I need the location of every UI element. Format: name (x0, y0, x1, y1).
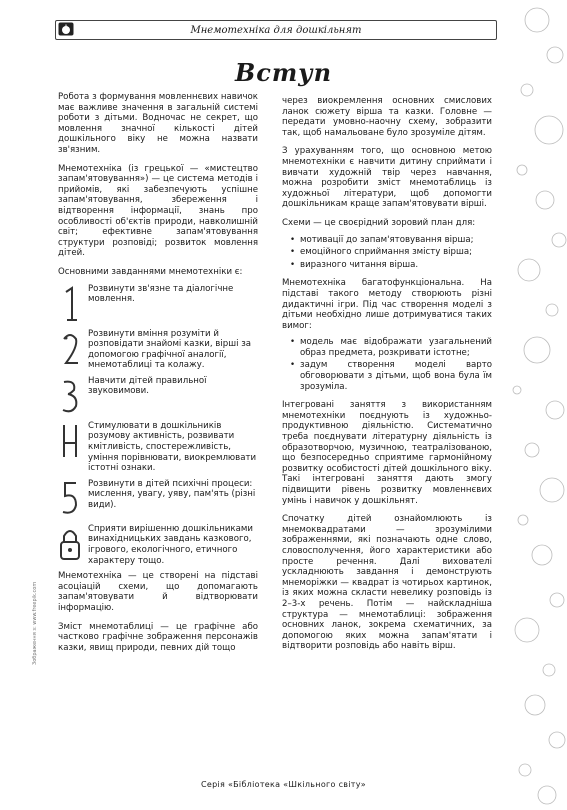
paragraph: Основними завданнями мнемотехніки є: (58, 266, 243, 277)
list-item: • виразного читання вірша. (292, 260, 492, 271)
list-item: • задум створення моделі варто обговорювати з дітьми, щоб вона була їм зрозуміла. (292, 360, 492, 392)
number-two-swan-icon (58, 329, 82, 369)
right-column (282, 96, 492, 660)
paragraph: Мнемотехніка багатофункціональна. На підставі такого методу створюють різні дидактичні ігри. Під час створення моделі з дітьми необхідно лише дотримуватися таких вимог: (282, 278, 492, 331)
number-five-icon (58, 479, 82, 519)
list-item (58, 421, 258, 474)
list-item: • мотивації до запам'ятовування вірша; (292, 235, 492, 246)
paragraph: Спочатку дітей ознайомлюють із мнемоквадратами — зрозумілими зображеннями, які позначають одне слово, словосполучення, його характеристики або просте речення. Далі вихователі ускладнюють завдання і демонструють мнеморіжки — квадрат із чотирьох картинок, із яких можна скласти невелику розповідь із 2–3-х речень. Потім — найскладніша структура — мнемотаблиці: зображення основних ланок, зокрема схематичних, за допомогою яких можна запам'ятати і відтворити розповідь або навіть вірш. (282, 514, 492, 652)
task-text: Сприяти вирішенню дошкільниками винахідницьких завдань казкового, ігрового, екологічного, етичного характеру тощо. (88, 523, 253, 566)
paragraph: Інтегровані заняття з використанням мнемотехніки поєднують із художньо-продуктивною діяльністю. Систематично треба поєднувати літературну діяльність із образотворчою, музичною, театралізованою, що безпосередньо сприятиме гармонійному розвитку особистості дітей дошкільного віку. Такі інтегровані заняття дають змогу підвищити рівень розвитку мовленнєвих умінь і навичок у дошкільнят. (282, 400, 492, 506)
list-item (58, 479, 258, 519)
paragraph: Робота з формування мовленнєвих навичок має важливе значення в загальній системі роботи з дітьми. Водночас не секрет, що мовлення значної кількості дітей дошкільного віку не можна назвати зв'язним. (58, 92, 258, 155)
paragraph: Схеми — це своєрідний зоровий план для: (282, 217, 476, 228)
paragraph: Мнемотехніка (із грецької — «мистецтво запам'ятовування») — це система методів і прийомів, які забезпечують успішне запам'ятовування, збереження і відтворення інформації, знань про особливості об'єктів природи, навколишній світ; ефективне запам'ятовування структури розповіді; розвиток мовлення дітей. (58, 163, 258, 259)
header-title: Мнемотехніка для дошкільнят (190, 24, 362, 36)
list-item (58, 524, 258, 566)
apple-logo-icon (58, 22, 74, 36)
image-credit: Зображення з: www.freepik.com (32, 581, 38, 665)
list-item (58, 284, 258, 324)
paragraph: З урахуванням того, що основною метою мнемотехніки є навчити дитину сприймати і вивчати художній твір через навчання, можна розробити зміст мнемотаблиць із художньої літератури, щоб допомогти дошкільникам краще запам'ятовувати вірші. (282, 146, 492, 210)
number-four-chair-icon (58, 421, 82, 461)
task-text: Розвинути зв'язне та діалогічне мовлення. (88, 283, 234, 305)
padlock-icon (58, 524, 82, 564)
paragraph: через виокремлення основних смислових ланок сюжету вірша та казки. Головне — передати умовно-наочну схему, зобразити так, щоб намальоване було зрозуміле дітям. (282, 96, 492, 138)
number-three-icon (58, 376, 82, 416)
task-list (58, 284, 258, 567)
bullet-list (282, 235, 492, 271)
number-one-icon (58, 284, 82, 324)
bubbles-decoration (497, 0, 567, 810)
task-text: Розвинути в дітей психічні процеси: мислення, увагу, уяву, пам'ять (різні види). (88, 478, 256, 511)
list-item (58, 329, 258, 371)
page-title: Вступ (234, 58, 333, 87)
page-footer: Серія «Бібліотека «Шкільного світу» (200, 780, 366, 789)
task-text: Розвинути вміння розуміти й розповідати знайомі казки, вірші за допомогою графічної аналогії, мнемотаблиці та колажу. (88, 328, 252, 371)
paragraph: Мнемотехніка — це створені на підставі асоціацій схеми, що допомагають запам'ятовувати й відтворювати інформацію. (58, 571, 258, 613)
paragraph: Зміст мнемотаблиці — це графічне або частково графічне зображення персонажів казки, явищ природи, певних дій тощо (58, 621, 258, 653)
list-item: • модель має відображати узагальнений образ предмета, розкривати істотне; (292, 337, 492, 358)
task-text: Навчити дітей правильної звуковимови. (88, 375, 207, 397)
left-column (58, 92, 258, 661)
page-header (55, 20, 497, 40)
bullet-list (282, 337, 492, 392)
task-text: Стимулювати в дошкільників розумову активність, розвивати кмітливість, спостережливість, уміння порівнювати, виокремлювати істотні ознаки. (88, 420, 257, 474)
list-item: • емоційного сприймання змісту вірша; (292, 247, 492, 258)
list-item (58, 376, 258, 416)
